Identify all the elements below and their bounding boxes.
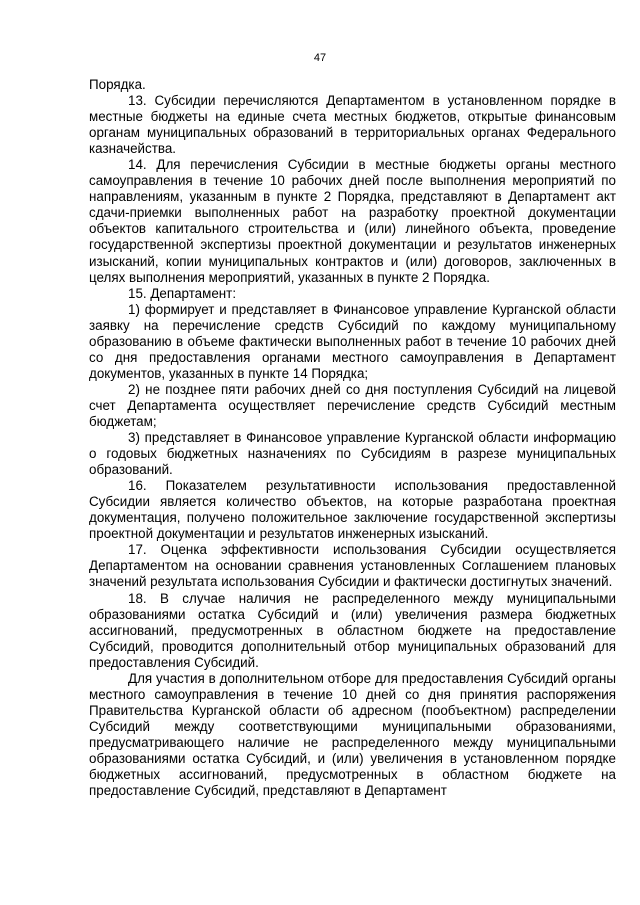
- paragraph: 15. Департамент:: [128, 285, 237, 301]
- paragraph: 1) формирует и представляет в Финансовое управление Курганской области заявку на перечисление средств Субсидий по каждому муниципальному образованию в объеме фактически выполненных работ в течение 10 рабочих дней со дня предоставления органами местного самоуправления в Департамент документов, указанных в пункте 14 Порядка;: [89, 301, 616, 381]
- paragraph: 13. Субсидии перечисляются Департаментом в установленном порядке в местные бюджеты на единые счета местных бюджетов, открытые финансовым органам муниципальных образований в территориальных органах Федерального казначейства.: [89, 93, 616, 157]
- paragraph: 14. Для перечисления Субсидии в местные бюджеты органы местного самоуправления в течение 10 рабочих дней после выполнения мероприятий по направлениям, указанным в пункте 2 Порядка, представляют в Департамент акт сдачи-приемки выполненных работ на разработку проектной документации объектов капитального строительства и (или) линейного объекта, проведение государственной экспертизы проектной документации и результатов инженерных изысканий, копии муниципальных контрактов и (или) договоров, заключенных в целях выполнения мероприятий, указанных в пункте 2 Порядка.: [89, 157, 616, 285]
- paragraph: 18. В случае наличия не распределенного между муниципальными образованиями остатка Субсидий и (или) увеличения размера бюджетных ассигнований, предусмотренных в областном бюджете на предоставление Субсидий, проводится дополнительный отбор муниципальных образований для предоставления Субсидий.: [89, 590, 616, 670]
- paragraph: 2) не позднее пяти рабочих дней со дня поступления Субсидий на лицевой счет Департамента осуществляет перечисление средств Субсидий местным бюджетам;: [89, 381, 616, 429]
- paragraph: 17. Оценка эффективности использования Субсидии осуществляется Департаментом на основании сравнения установленных Соглашением плановых значений результата использования Субсидии и фактически достигнутых значений.: [89, 542, 616, 590]
- paragraph: Для участия в дополнительном отборе для предоставления Субсидий органы местного самоуправления в течение 10 дней со дня принятия распоряжения Правительства Курганской области об адресном (пообъектном) распределении Субсидий между соответствующими муниципальными образованиями, предусматривающего наличие не распределенного между муниципальными образованиями остатка Субсидий, и (или) увеличения в установленном порядке бюджетных ассигнований, предусмотренных в областном бюджете на предоставление Субсидий, представляют в Департамент: [89, 670, 616, 799]
- document-body: [89, 77, 616, 799]
- page-number: 47: [313, 52, 327, 64]
- paragraph: 16. Показателем результативности использования предоставленной Субсидии является количество объектов, на которые разработана проектная документация, получено положительное заключение государственной экспертизы проектной документации и результатов инженерных изысканий.: [89, 478, 616, 542]
- paragraph: Порядка.: [89, 77, 146, 92]
- paragraph: 3) представляет в Финансовое управление Курганской области информацию о годовых бюджетных назначениях по Субсидиям в разрезе муниципальных образований.: [89, 430, 616, 478]
